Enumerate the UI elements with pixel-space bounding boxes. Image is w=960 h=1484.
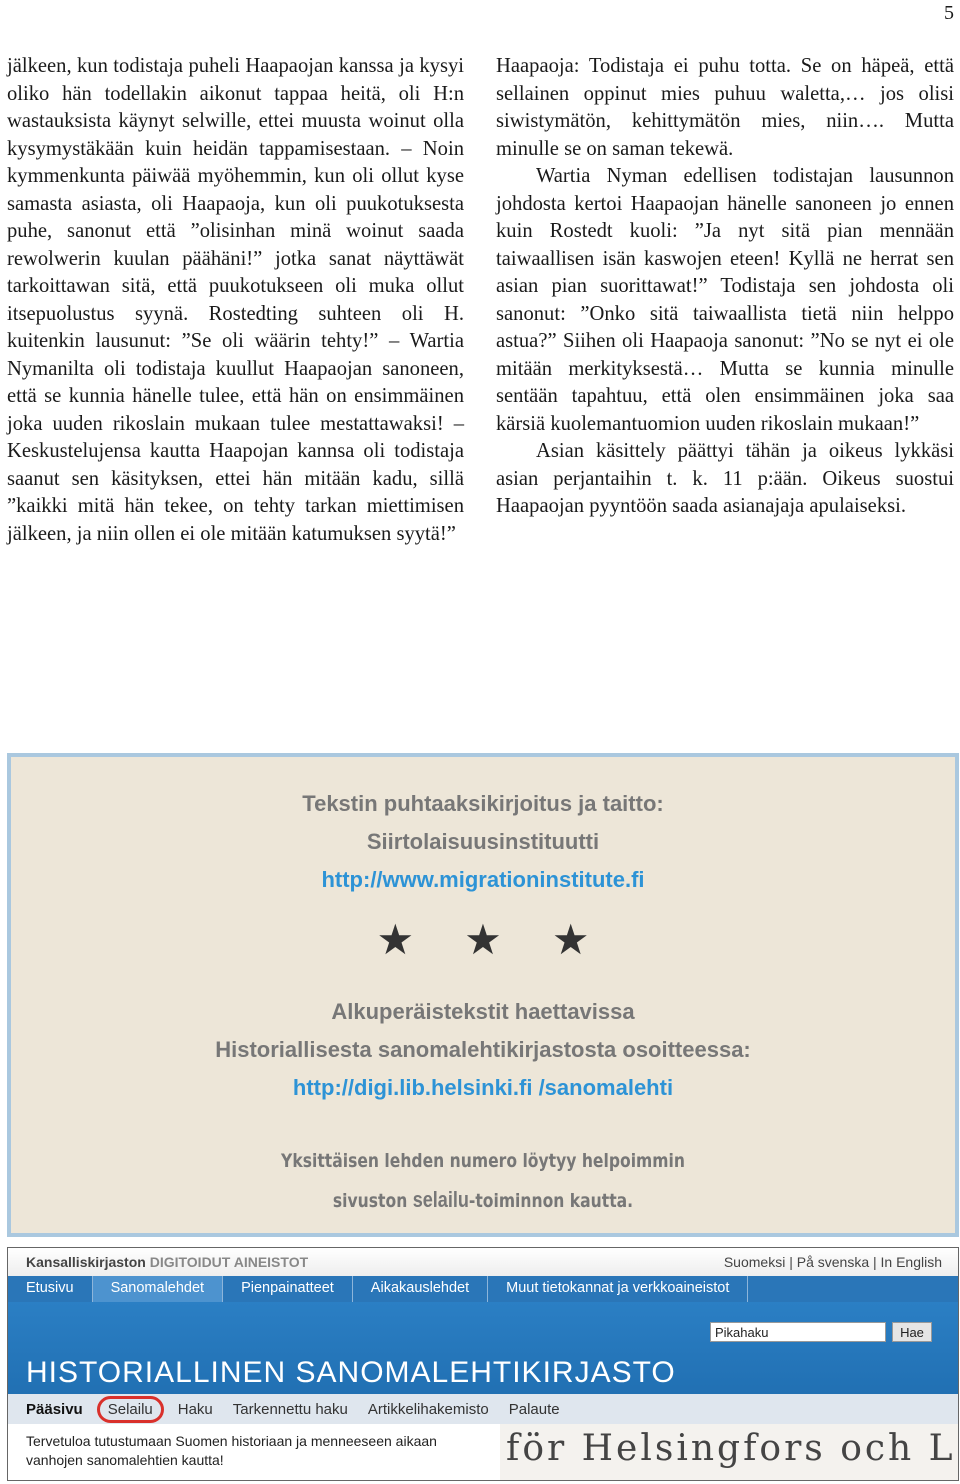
subnav-tarkennettu-haku[interactable]: Tarkennettu haku [232,1400,348,1418]
article-paragraph: Wartia Nyman edellisen todistajan lausunnon johdosta kertoi Haapaojan hänelle sanoneen jo ennen kuin Rostedt kuoli: ”Ja nyt sitä pian mennään taiwaallisen isän kaswojen eteen! Kyllä ne herrat sen asian pian suorittawat!” Todistaja sen johdosta oli sanonut: ”Onko sitä taiwaallista tietä niin helppo astua?” Siihen oli Haapaoja sanonut: ”No se nyt ei ole mitään merkityksestä… Mutta se kunnia minulle sentään tapahtuu, että olen ensimmäinen joka saa kärsiä kuolemantuomion uuden rikoslain mukaan!” [496,165,954,435]
note-text: -toiminnon kautta. [468,1190,634,1212]
nav-tab-muut-tietokannat[interactable]: Muut tietokannat ja verkkoaineistot [488,1276,748,1302]
site-sub-nav [8,1394,958,1424]
article-paragraph: jälkeen, kun todistaja puheli Haapaojan kanssa ja kysyi oliko hän todellakin aikonut tappaa heitä, oli H:n wastauksista käynyt selwille, ettei muusta woinut olla kysymystäkään kuin heidän tappamisestaan. – Noin kymmenkunta päiwää myöhemmin, kun oli ollut kyse samasta asiasta, oli Haapaoja, kun oli puukotuksesta puhe, sanonut että ”olisinhan minä woinut saada rewolwerin kuulan päähäni!” jotka sanat näyttäwät tarkoittawan sitä, että puukotukseen oli muka ollut itsepuolustus syynä. Rostedting suhteen oli H. kuitenkin lausunut: ”Se oli wäärin tehty!” – Wartia Nymanilta oli todistaja kuullut Haapaojan sanoneen, että se kunnia hänelle tulee, että hän on ensimmäinen joka uuden rikoslain mukaan tulee mestattawaksi! – Keskustelujensa kautta Haapojan kannsa oli todistaja saanut sen käsityksen, ettei hän mitään kadu, sillä ”kaikki mitä hän tekee, on tehty tarkan miettimisen jälkeen, ja niin ollen ei ole mitään katumuksen syytä!” [7,55,464,545]
credits-box [7,753,959,1237]
nav-tab-etusivu[interactable]: Etusivu [8,1276,93,1302]
site-brand [26,1254,308,1270]
site-banner [8,1302,958,1394]
site-main-nav [8,1276,958,1302]
subnav-palaute[interactable]: Palaute [508,1400,560,1418]
article-left-column [7,53,464,548]
nav-tab-aikakauslehdet[interactable]: Aikakauslehdet [353,1276,488,1302]
article-paragraph: Haapaoja: Todistaja ei puhu totta. Se on häpeä, että sellainen oppinut mies puhuu waletta,… jos olisi siwistymätön, kehittymätön mies, niin…. Mutta minulle se on saman tekewä. [496,55,954,160]
masthead-text: för Helsingfors och L [506,1428,956,1469]
subnav-haku[interactable]: Haku [177,1400,213,1418]
note-keyword: selailu [412,1187,469,1212]
site-title: HISTORIALLINEN SANOMALEHTIKIRJASTO [26,1356,676,1389]
site-brand-sub: DIGITOIDUT AINEISTOT [149,1254,309,1270]
page-number: 5 [944,2,954,24]
credits-note-line-1: Yksittäisen lehden numero löytyy helpoimmin [281,1150,685,1172]
subnav-selailu[interactable]: Selailu [97,1396,164,1423]
note-text: sivuston [332,1190,413,1212]
website-screenshot [7,1247,959,1481]
credits-heading: Tekstin puhtaaksikirjoitus ja taitto: [302,791,664,816]
site-header [8,1248,958,1276]
site-brand-name: Kansalliskirjaston [26,1254,146,1270]
search-button[interactable]: Hae [892,1322,932,1342]
migration-institute-link[interactable]: http://www.migrationinstitute.fi [321,867,645,892]
subnav-paasivu[interactable]: Pääsivu [26,1400,83,1418]
nav-tab-pienpainatteet[interactable]: Pienpainatteet [223,1276,353,1302]
article-paragraph: Asian käsittely päättyi tähän ja oikeus lykkäsi asian perjantaihin t. k. 11 p:ään. Oikeus suostui Haapaojan pyyntöön saada asianajaja apulaiseksi. [496,440,954,517]
star-divider-icon: ★★★ [376,916,640,963]
credits-note-line-2 [96,1187,870,1213]
subnav-artikkelihakemisto[interactable]: Artikkelihakemisto [367,1400,489,1418]
quick-search-input[interactable]: Pikahaku [710,1322,886,1342]
nav-tab-sanomalehdet[interactable]: Sanomalehdet [93,1276,224,1302]
credits-source-text: Historiallisesta sanomalehtikirjastosta osoitteessa: [215,1037,751,1062]
article-right-column [496,53,954,521]
digi-library-link[interactable]: http://digi.lib.helsinki.fi /sanomalehti [292,1075,674,1100]
credits-organization: Siirtolaisuusinstituutti [366,829,600,854]
site-welcome-text: Tervetuloa tutustumaan Suomen historiaan ja menneeseen aikaan vanhojen sanomalehtien kautta! [26,1433,437,1468]
credits-source-heading: Alkuperäistekstit haettavissa [331,999,635,1024]
newspaper-masthead-image [500,1424,959,1481]
language-links[interactable]: Suomeksi | På svenska | In English [723,1254,942,1270]
